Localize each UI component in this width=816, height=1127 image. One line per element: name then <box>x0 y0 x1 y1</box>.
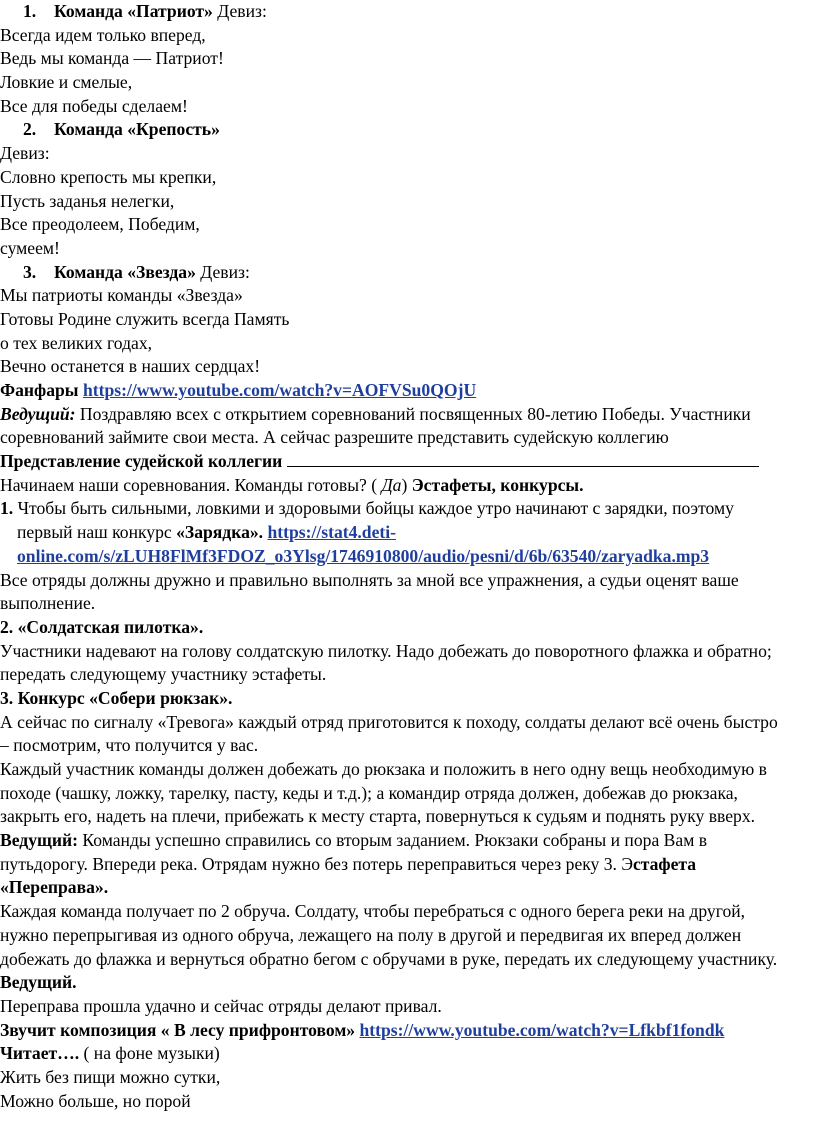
fanfare-link[interactable]: https://www.youtube.com/watch?v=AOFVSu0QOjU <box>82 380 477 400</box>
item-3-line: Каждый участник команды должен добежать до рюкзака и положить в него одну вещь необходимую в <box>0 759 767 779</box>
host-2-line: «Переправа». <box>0 877 109 898</box>
judges-line: Представление судейской коллегии <box>0 450 816 474</box>
crossing-line: добежать до флажка и вернуться обратно бегом с обручами в руке, передать их следующему участнику. <box>0 948 778 969</box>
song-line: Звучит композиция « В лесу прифронтовом» https://www.youtube.com/watch?v=Lfkbf1fondk <box>0 1019 725 1040</box>
host-1-line: Ведущий: Поздравляю всех с открытием соревнований посвященных 80-летию Победы. Участники <box>0 403 751 424</box>
item-1-line <box>0 545 816 569</box>
team-3-line: Мы патриоты команды «Звезда» <box>0 285 243 306</box>
item-3-title: 3. Конкурс «Собери рюкзак». <box>0 687 233 708</box>
team-1-line: Ловкие и смелые, <box>0 72 133 93</box>
host-3-label: Ведущий. <box>0 972 77 993</box>
team-1-line: Ведь мы команда — Патриот! <box>0 48 224 69</box>
item-2-title: 2. «Солдатская пилотка». <box>0 616 204 637</box>
zaryadka-link-cont[interactable]: online.com/s/zLUH8FlMf3FDOZ_o3Ylsg/1746910800/audio/pesni/d/6b/63540/zaryadka.mp3 <box>17 545 710 566</box>
crossing-line: Каждая команда получает по 2 обруча. Солдату, чтобы перебраться с одного берега реки на другой, <box>0 901 746 922</box>
team-2-heading: 2. Команда «Крепость» <box>23 119 220 140</box>
team-2-line: Словно крепость мы крепки, <box>0 166 217 187</box>
team-2-line: Пусть заданья нелегки, <box>0 190 175 211</box>
item-1-line: 1. Чтобы быть сильными, ловкими и здоровыми бойцы каждое утро начинают с зарядки, поэтому <box>0 498 734 519</box>
item-3-line: походе (чашку, ложку, тарелку, пасту, кеды и т.д.); а командир отряда должен, добежав до рюкзака, <box>0 782 738 803</box>
judges-blank-field <box>287 450 759 467</box>
team-1-line: Всегда идем только вперед, <box>0 24 206 45</box>
host-2-line: путьдорогу. Впереди река. Отрядам нужно без потерь переправиться через реку 3. Эстафета <box>0 853 697 874</box>
item-1-after: Все отряды должны дружно и правильно выполнять за мной все упражнения, а судьи оценят ваше <box>0 569 739 590</box>
start-line: Начинаем наши соревнования. Команды готовы? ( Да) Эстафеты, конкурсы. <box>0 474 584 495</box>
fanfare-line: Фанфары https://www.youtube.com/watch?v=AOFVSu0QOjU <box>0 380 477 400</box>
team-2-line: сумеем! <box>0 237 60 258</box>
poem-line: Жить без пищи можно сутки, <box>0 1066 221 1087</box>
host-2-line: Ведущий: Команды успешно справились со вторым заданием. Рюкзаки собраны и пора Вам в <box>0 830 708 851</box>
host-3-line: Переправа прошла удачно и сейчас отряды делают привал. <box>0 995 442 1016</box>
team-2-line: Все преодолеем, Победим, <box>0 214 200 235</box>
host-1-line: соревнований займите свои места. А сейчас разрешите представить судейскую коллегию <box>0 427 669 448</box>
team-1-heading: 1. Команда «Патриот» Девиз: <box>23 1 267 21</box>
item-1-after: выполнение. <box>0 593 96 614</box>
team-3-heading: 3. Команда «Звезда» Девиз: <box>23 261 250 282</box>
item-2-line: Участники надевают на голову солдатскую пилотку. Надо добежать до поворотного флажка и обратно; <box>0 640 772 661</box>
poem-line: Можно больше, но порой <box>0 1090 191 1111</box>
zaryadka-link[interactable]: https://stat4.deti- <box>267 522 396 543</box>
song-link[interactable]: https://www.youtube.com/watch?v=Lfkbf1fondk <box>359 1019 725 1040</box>
item-3-line: закрыть его, надеть на плечи, прибежать к месту старта, повернуться к судьям и поднять руку вверх. <box>0 806 756 827</box>
item-2-line: передать следующему участнику эстафеты. <box>0 664 327 685</box>
item-3-line: А сейчас по сигналу «Тревога» каждый отряд приготовится к походу, солдаты делают всё очень быстро <box>0 711 778 732</box>
team-2-line: Девиз: <box>0 143 50 164</box>
crossing-line: нужно перепрыгивая из одного обруча, лежащего на полу в другой и передвигая их вперед должен <box>0 924 742 945</box>
team-3-line: Готовы Родине служить всегда Память <box>0 308 290 329</box>
team-1-line: Все для победы сделаем! <box>0 95 188 116</box>
team-3-line: Вечно останется в наших сердцах! <box>0 356 261 377</box>
team-3-line: о тех великих годах, <box>0 332 153 353</box>
item-3-line: – посмотрим, что получится у вас. <box>0 735 259 756</box>
reads-line: Читает…. ( на фоне музыки) <box>0 1043 220 1064</box>
item-1-line: первый наш конкурс «Зарядка». https://stat4.deti- <box>17 522 396 543</box>
